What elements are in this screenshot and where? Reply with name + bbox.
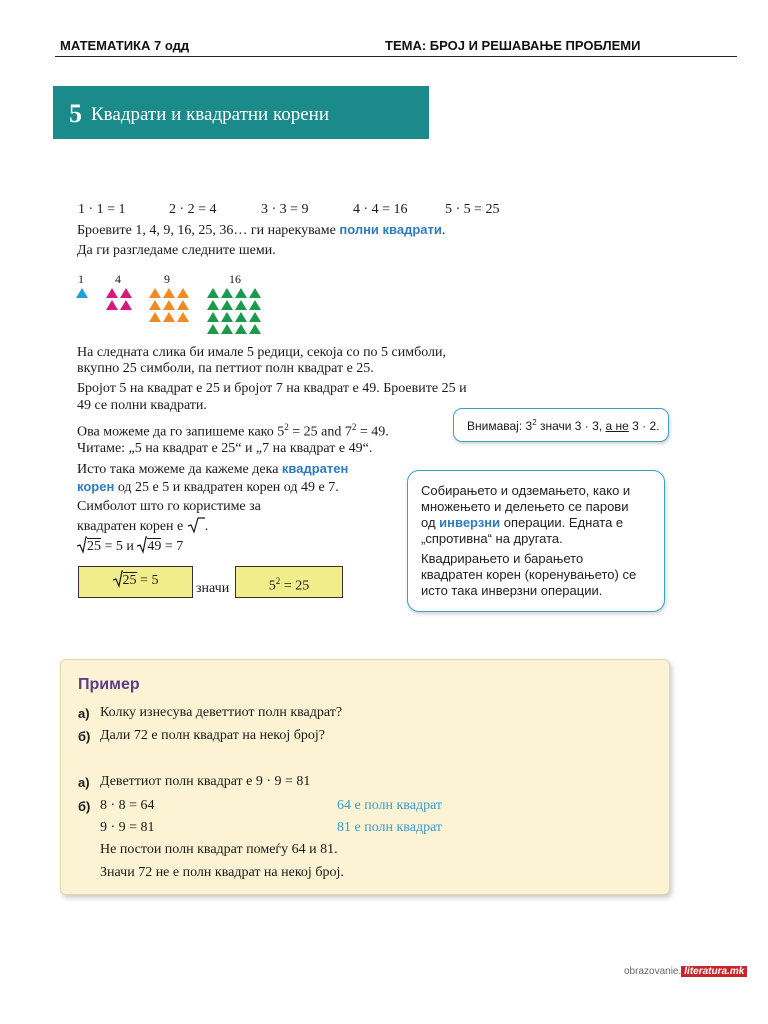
solution-b-line-2: 9 · 9 = 81 [100, 820, 155, 835]
solution-b-label: б) [78, 799, 91, 814]
triangle-symbol-icon [207, 300, 219, 310]
triangle-symbol-icon [235, 312, 247, 322]
lesson-number: 5 [69, 99, 82, 128]
product-5: 5 · 5 = 25 [445, 202, 500, 217]
header-divider [55, 56, 737, 57]
product-4: 4 · 4 = 16 [353, 202, 408, 217]
lesson-banner [53, 86, 429, 139]
triangle-symbol-icon [177, 288, 189, 298]
triangle-symbol-icon [221, 312, 233, 322]
paragraph-3: Ова можеме да го запишеме како $5^2 = 25$ and $7^2 = 49$. [77, 422, 389, 440]
square-equation-box: $5^2 = 25$ [235, 566, 343, 598]
triangle-symbol-icon [235, 288, 247, 298]
product-3: 3 · 3 = 9 [261, 202, 309, 217]
triangle-symbol-icon [163, 312, 175, 322]
paragraph-4: Читаме: „5 на квадрат е 25“ и „7 на квадрат е 49“. [77, 441, 373, 456]
triangle-symbol-icon [249, 288, 261, 298]
paragraph-2-line-2: 49 се полни квадрати. [77, 398, 207, 413]
solution-b-line-1: 8 · 8 = 64 [100, 798, 155, 813]
intro-line-2: Да ги разгледаме следните шеми. [77, 243, 276, 258]
solution-b-note-2: 81 е полн квадрат [337, 820, 443, 835]
paragraph-5-line-2: корен од 25 е 5 и квадратен корен од 49 е 7. [77, 479, 339, 495]
example-title: Пример [78, 676, 140, 693]
radical-symbol-icon [137, 536, 147, 554]
paragraph-6-line-2: квадратен корен е . [77, 516, 208, 536]
triangle-symbol-icon [149, 300, 161, 310]
header-topic: ТЕМА: БРОЈ И РЕШАВАЊЕ ПРОБЛЕМИ [385, 38, 641, 53]
term-square-root: квадратен [281, 461, 349, 476]
triangle-symbol-icon [177, 312, 189, 322]
triangle-symbol-icon [221, 288, 233, 298]
triangle-symbol-icon [207, 324, 219, 334]
pattern-label-9: 9 [164, 272, 170, 286]
triangle-symbol-icon [163, 288, 175, 298]
triangle-symbol-icon [177, 300, 189, 310]
product-1: 1 · 1 = 1 [78, 202, 126, 217]
triangle-symbol-icon [249, 324, 261, 334]
radical-symbol-icon [113, 570, 123, 588]
triangle-symbol-icon [163, 300, 175, 310]
intro-line-1: Броевите 1, 4, 9, 16, 25, 36… ги нарекуваме полни квадрати. [77, 222, 446, 238]
product-2: 2 · 2 = 4 [169, 202, 217, 217]
triangle-symbol-icon [207, 312, 219, 322]
radical-symbol-icon [187, 516, 205, 534]
triangle-symbol-icon [120, 288, 132, 298]
triangle-symbol-icon [76, 288, 88, 298]
triangle-symbol-icon [120, 300, 132, 310]
triangle-symbol-icon [249, 300, 261, 310]
root-equation-box: 25 = 5 [78, 566, 193, 598]
triangle-symbol-icon [235, 300, 247, 310]
solution-a-label: а) [78, 775, 90, 790]
triangle-symbol-icon [207, 288, 219, 298]
publisher-logo[interactable]: obrazovanie. literatura.mk [624, 966, 747, 977]
triangle-symbol-icon [106, 288, 118, 298]
paragraph-5-line-1: Исто така можеме да кажеме дека квадратен [77, 461, 349, 477]
question-b-label: б) [78, 729, 91, 744]
solution-a: Деветтиот полн квадрат е 9 · 9 = 81 [100, 774, 311, 789]
triangle-symbol-icon [249, 312, 261, 322]
triangle-symbol-icon [149, 312, 161, 322]
paragraph-1-line-2: вкупно 25 симболи, па петтиот полн квадрат е 25. [77, 361, 374, 376]
pattern-label-16: 16 [229, 272, 241, 286]
solution-b-line-3: Не постои полн квадрат помеѓу 64 и 81. [100, 842, 338, 857]
triangle-symbol-icon [149, 288, 161, 298]
pattern-label-1: 1 [78, 272, 84, 286]
lesson-title: Квадрати и квадратни корени [91, 104, 329, 125]
pattern-label-4: 4 [115, 272, 121, 286]
term-perfect-squares: полни квадрати [339, 222, 442, 237]
square-root-examples: 25 = 5 и 49 = 7 [77, 536, 183, 556]
paragraph-6-line-1: Симболот што го користиме за [77, 499, 261, 514]
question-a-label: а) [78, 706, 90, 721]
radical-symbol-icon [77, 536, 87, 554]
triangle-symbol-icon [221, 324, 233, 334]
paragraph-1-line-1: На следната слика би имале 5 редици, секоја со по 5 симболи, [77, 345, 447, 360]
solution-b-note-1: 64 е полн квадрат [337, 798, 443, 813]
paragraph-2-line-1: Бројот 5 на квадрат е 25 и бројот 7 на квадрат е 49. Броевите 25 и [77, 381, 467, 396]
inverse-operations-note: Собирањето и одземањето, како и множењето и делењето се парови од инверзни операции. Едната е „спротивна“ на другата. Квадрирањето и барањето квадратен корен (коренувањето) се исто така инверзни операции. [407, 470, 665, 612]
triangle-symbol-icon [235, 324, 247, 334]
attention-note: Внимавај: $3^2$ значи 3 · 3, а не 3 · 2. [453, 408, 669, 442]
solution-b-line-4: Значи 72 не е полн квадрат на некој број. [100, 865, 344, 880]
header-subject: МАТЕМАТИКА 7 одд [60, 38, 190, 53]
question-b: Дали 72 е полн квадрат на некој број? [100, 728, 326, 743]
term-inverse: инверзни [439, 515, 501, 530]
question-a: Колку изнесува деветтиот полн квадрат? [100, 705, 343, 720]
means-label: значи [196, 581, 230, 596]
triangle-symbol-icon [106, 300, 118, 310]
triangle-symbol-icon [221, 300, 233, 310]
